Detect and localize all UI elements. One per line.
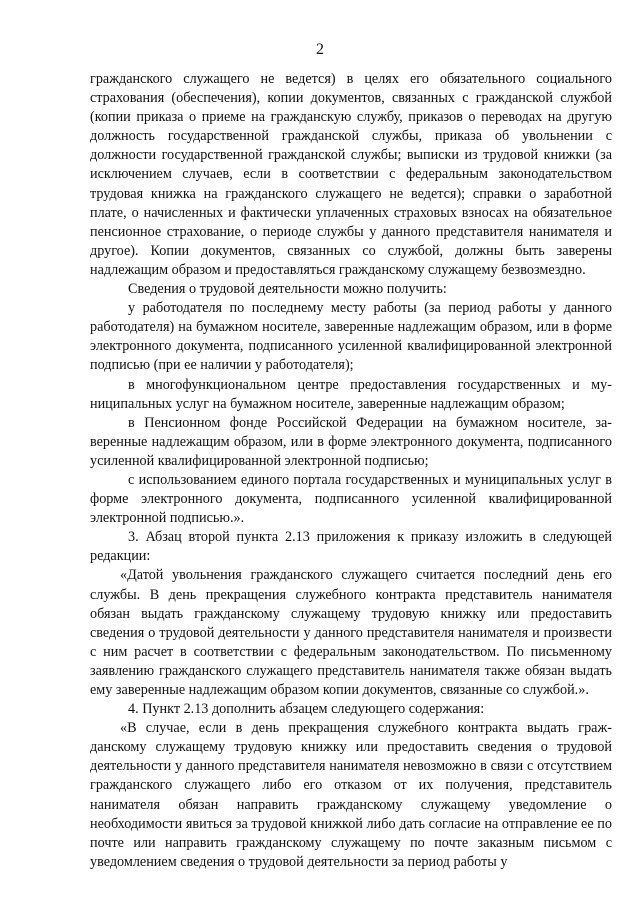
paragraph-work-info-heading: Сведения о трудовой деятельности можно получить: xyxy=(128,281,447,298)
paragraph-item-4: 4. Пункт 2.13 дополнить абзацем следующего содержания: xyxy=(128,701,485,718)
paragraph-mfc-source: в многофункциональном центре предоставления государственных и муниципальных услуг на бумажном носителе, заверенные надлежащим образом; xyxy=(90,376,612,412)
paragraph-continuation: гражданского служащего не ведется) в целях его обязательного социального страхования (обеспечения), копии документов, связанных с гражданской службой (копии приказа о приеме на гражданскую службу, приказов о переводах на другую должность государственной гражданской службы, приказа об увольнении с должности государственной гражданской службы; выписки из трудовой книжки (за исключением случаев, если в соответствии с федеральным законодательством трудовая книжка на гражданского служащего не ведется); справки о заработной плате, о начисленных и фактически уплаченных страховых взносах на обязательное пенсионное страхование, о периоде службы у данного представителя нанимателя и другое). Копии документов, связанных со службой, должны быть заверены надлежащим образом и предоставляться гражданскому служащему безвозмездно. xyxy=(90,71,612,278)
paragraph-notification-quote: «В случае, если в день прекращения служебного контракта выдать гражданскому служащему трудовую книжку или предоставить сведения о трудовой деятельности у данного представителя нанимателя невозможно в связи с отсутствием гражданского служащего либо его отказом от их получения, представитель нанимателя обязан направить гражданскому служащему уведомление о необходимости явиться за трудовой книжкой либо дать согласие на отправление ее по почте или направить гражданскому служащему по почте заказным письмом с уведомлением сведения о трудовой деятельности за период работы у xyxy=(90,720,612,870)
paragraph-item-3: 3. Абзац второй пункта 2.13 приложения к приказу изложить в следующей редакции: xyxy=(90,529,612,565)
document-body xyxy=(90,70,612,872)
page-number: 2 xyxy=(316,41,324,58)
paragraph-portal-source: с использованием единого портала государственных и муниципальных услуг в форме электронного документа, подписанного усиленной квалифицированной электронной подписью.». xyxy=(90,471,612,527)
paragraph-dismissal-date-quote: «Датой увольнения гражданского служащего считается последний день его службы. В день прекращения служебного контракта представитель нанимателя обязан выдать гражданскому служащему трудовую книжку или предоставить сведения о трудовой деятельности у данного представителя нанимателя и произвести с ним расчет в соответствии с федеральным законодательством. По письменному заявлению гражданского служащего представитель нанимателя также обязан выдать ему заверенные надлежащим образом копии документов, связанные со службой.». xyxy=(90,567,612,698)
paragraph-employer-source: у работодателя по последнему месту работы (за период работы у данного работодателя) на бумажном носителе, заверенные надлежащим образом, или в форме электронного документа, подписанного усиленной квалифицированной электронной подписью (при ее наличии у работодателя); xyxy=(90,300,612,374)
paragraph-pension-fund-source: в Пенсионном фонде Российской Федерации на бумажном носителе, заверенные надлежащим образом, или в форме электронного документа, подписанного усиленной квалифицированной электронной подписью; xyxy=(90,414,612,469)
